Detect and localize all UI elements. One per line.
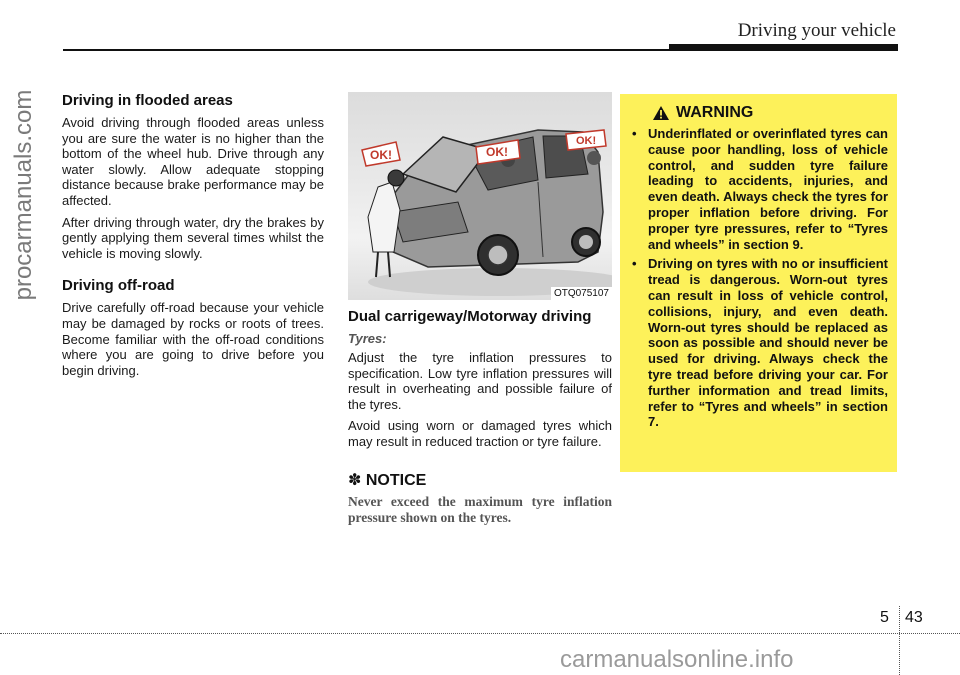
motorway-paragraph-1: Adjust the tyre inflation pressures to specification. Low tyre inflation pressures will result in overheating and possible failure of the tyres. [348,350,612,412]
left-column [62,92,324,384]
bullet-icon: • [632,256,637,272]
warning-triangle-icon [652,105,670,121]
warning-box [620,94,897,472]
warning-title: WARNING [676,104,754,121]
bottom-watermark: carmanualsonline.info [560,646,794,673]
figure-caption: OTQ075107 [551,287,612,300]
flooded-paragraph-2: After driving through water, dry the brakes by gently applying them several times whilst the vehicle is moving slowly. [62,214,324,261]
callout-ok-3: OK! [576,135,597,147]
chapter-number: 5 [880,609,889,626]
vehicle-illustration [348,92,612,300]
motorway-paragraph-2: Avoid using worn or damaged tyres which may result in reduced traction or tyre failure. [348,418,612,449]
notice-text: Never exceed the maximum tyre inflation pressure shown on the tyres. [348,493,612,525]
page-header-title: Driving your vehicle [737,20,896,41]
warning-item [628,126,888,252]
warning-item-text: Underinflated or overinflated tyres can cause poor handling, loss of vehicle control, and sudden tyre failure leading to accidents, injuries, and even death. Always check the tyres for proper inflation before driving. For proper tyre pressures, refer to “Tyres and wheels” in section 9. [648,126,888,252]
warning-item-text: Driving on tyres with no or insufficient tread is dangerous. Worn-out tyres can result in loss of vehicle control, collisions, injury, and even death. Worn-out tyres should be replaced as soon as possible and should never be used for driving. Always check the tyre tread before driving your car. For further information and tread limits, refer to “Tyres and wheels” in section 7. [648,256,888,430]
header-rule-thick [669,44,898,51]
flooded-paragraph-1: Avoid driving through flooded areas unless you are sure the water is no higher than the bottom of the wheel hub. Drive through any water slowly. Allow adequate stopping distance because brake performance may be affected. [62,115,324,208]
warning-list [628,126,888,430]
warning-header [652,104,888,122]
callout-ok-2: OK! [486,145,508,159]
section-heading-motorway: Dual carrigeway/Motorway driving [348,308,592,325]
van-illustration-svg [348,92,612,300]
section-heading-offroad: Driving off-road [62,277,175,295]
bullet-icon: • [632,126,637,141]
page-number: 43 [905,609,923,626]
subheading-tyres: Tyres: [348,331,387,346]
middle-column [348,92,612,526]
footer-rule [0,633,960,634]
callout-ok-1: OK! [370,148,392,162]
header-rule [63,49,669,51]
warning-item [628,256,888,430]
side-watermark-text: procarmanuals.com [10,89,37,301]
footer-divider [899,606,900,675]
side-watermark [4,70,44,320]
section-heading-flooded: Driving in flooded areas [62,92,233,109]
notice-title: ✽ NOTICE [348,471,427,489]
offroad-paragraph-1: Drive carefully off-road because your vehicle may be damaged by rocks or roots of trees. Become familiar with the off-road conditions where you are going to drive before you begin driving. [62,300,324,378]
